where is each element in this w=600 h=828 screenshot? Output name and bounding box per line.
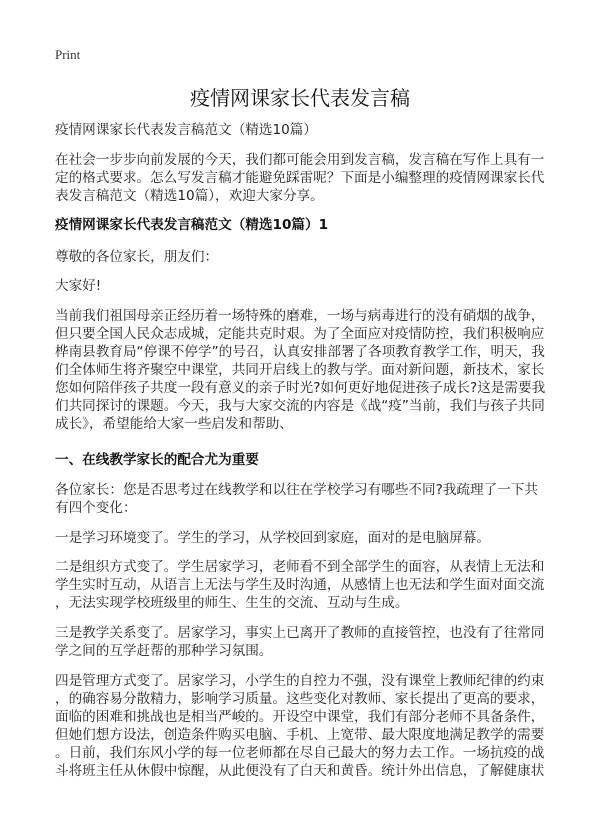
text-line: 但她们想方设法，创造条件购买电脑、手机、上宽带、最大限度地满足教学的需要 <box>55 727 545 743</box>
text-line: 尊敬的各位家长，朋友们： <box>55 249 219 265</box>
text-line: 一是学习环境变了。学生的学习，从学校回到家庭，面对的是电脑屏幕。 <box>55 530 490 546</box>
body-paragraph <box>55 529 555 547</box>
text-line: 在社会一步步向前发展的今天，我们都可能会用到发言稿，发言稿在写作上具有一 <box>55 152 545 168</box>
text-line: 您如何陪伴孩子共度一段有意义的亲子时光?如何更好地促进孩子成长?这是需要我 <box>55 380 546 396</box>
text-line: 疫情网课家长代表发言稿范文（精选10篇）1 <box>55 217 329 233</box>
text-line: 有四个变化： <box>55 500 137 516</box>
text-line: 三是教学关系变了。居家学习，事实上已离开了教师的直接管控，也没有了往常同 <box>55 625 545 641</box>
text-line: 们全体师生将齐聚空中课堂，共同开启线上的教与学。面对新问题，新技术，家长 <box>55 362 545 378</box>
text-line: 斗将班主任从休假中惊醒，从此便没有了白天和黄昏。统计外出信息，了解健康状 <box>55 763 545 779</box>
text-line: 疫情网课家长代表发言稿范文（精选10篇） <box>55 122 317 138</box>
text-line: 定的格式要求。怎么写发言稿才能避免踩雷呢？下面是小编整理的疫情网课家长代 <box>55 170 545 186</box>
text-line: 。日前，我们东风小学的每一位老师都在尽自己最大的努力去工作。一场抗疫的战 <box>55 745 545 761</box>
text-line: 各位家长：您是否思考过在线教学和以往在学校学习有哪些不同?我疏理了一下共 <box>55 482 538 498</box>
text-line: 当前我们祖国母亲正经历着一场特殊的磨难，一场与病毒进行的没有硝烟的战争， <box>55 308 545 324</box>
body-paragraph <box>55 624 555 660</box>
text-line: 二是组织方式变了。学生居家学习，老师看不到全部学生的面容，从表情上无法和 <box>55 559 545 575</box>
text-line: 学之间的互学赶帮的那种学习氛围。 <box>55 643 273 659</box>
text-line: 成长》，希望能给大家一些启发和帮助、 <box>55 416 293 432</box>
salutation <box>55 248 555 266</box>
intro-paragraph <box>55 151 555 205</box>
greeting <box>55 277 555 295</box>
text-line: 表发言稿范文（精选10篇），欢迎大家分享。 <box>55 188 324 204</box>
body-paragraph <box>55 558 555 612</box>
text-line: 们共同探讨的课题。今天，我与大家交流的内容是《战“疫”当前，我们与孩子共同 <box>55 398 545 414</box>
body-paragraph <box>55 307 555 433</box>
subtitle <box>55 121 555 139</box>
document-title: 疫情网课家长代表发言稿 <box>190 86 410 110</box>
section-heading <box>55 216 555 234</box>
text-line: ，的确容易分散精力，影响学习质量。这些变化对教师、家长提出了更高的要求， <box>55 691 545 707</box>
text-line: 四是管理方式变了。居家学习，小学生的自控力不强，没有课堂上教师纪律的约束 <box>55 673 545 689</box>
text-line: 学生实时互动，从语言上无法与学生及时沟通，从感情上也无法和学生面对面交流 <box>55 577 545 593</box>
print-label[interactable]: Print <box>55 47 81 62</box>
text-line: 面临的困难和挑战也是相当严峻的。开设空中课堂，我们有部分老师不具备条件， <box>55 709 545 725</box>
text-line: 桦南县教育局“停课不停学”的号召，认真安排部署了各项教育教学工作，明天，我 <box>55 344 545 360</box>
text-line: ，无法实现学校班级里的师生、生生的交流、互动与生成。 <box>55 595 409 611</box>
text-line: 但只要全国人民众志成城，定能共克时艰。为了全面应对疫情防控，我们积极响应 <box>55 326 545 342</box>
body-paragraph <box>55 481 555 517</box>
text-line: 一、在线教学家长的配合尤为重要 <box>55 452 259 468</box>
text-line: 大家好! <box>55 278 102 294</box>
subsection-heading <box>55 451 555 469</box>
body-paragraph <box>55 672 555 780</box>
